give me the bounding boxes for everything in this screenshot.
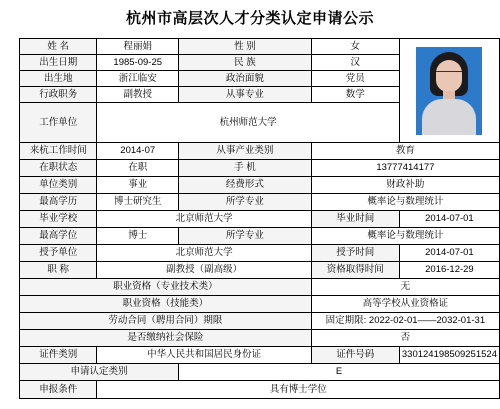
political-status-label: 政治面貌 xyxy=(179,71,312,87)
gender-value: 女 xyxy=(311,39,399,55)
degree-major-value: 概率论与数理统计 xyxy=(311,228,499,245)
arrival-date-value: 2014-07 xyxy=(97,143,179,160)
degree-value: 博士 xyxy=(97,228,179,245)
major-label: 所学专业 xyxy=(179,194,312,211)
category-label: 申请认定类别 xyxy=(20,364,179,381)
employer-value: 杭州师范大学 xyxy=(97,103,399,143)
page-title: 杭州市高层次人才分类认定申请公示 xyxy=(125,10,374,27)
table-row xyxy=(20,177,500,194)
birthplace-value: 浙江临安 xyxy=(97,71,179,87)
table-row xyxy=(20,211,500,228)
phone-value: 13777414177 xyxy=(311,160,499,177)
degree-label: 最高学位 xyxy=(20,228,97,245)
political-status-value: 党员 xyxy=(311,71,399,87)
table-row xyxy=(20,381,500,399)
conditions-label: 申报条件 xyxy=(20,381,97,399)
social-insurance-value: 否 xyxy=(311,330,499,347)
ethnicity-value: 汉 xyxy=(311,55,399,71)
unit-type-label: 单位类别 xyxy=(20,177,97,194)
education-label: 最高学历 xyxy=(20,194,97,211)
application-form-table xyxy=(19,38,500,399)
category-value: E xyxy=(179,364,500,381)
id-type-value: 中华人民共和国居民身份证 xyxy=(97,347,311,364)
conditions-value: 具有博士学位 xyxy=(97,381,500,399)
specialty-label: 从事专业 xyxy=(179,87,312,103)
table-row xyxy=(20,160,500,177)
table-row xyxy=(20,347,500,364)
conferring-unit-value: 北京师范大学 xyxy=(97,245,311,262)
birth-date-value: 1985-09-25 xyxy=(97,55,179,71)
funding-label: 经费形式 xyxy=(179,177,312,194)
contract-term-label: 劳动合同（聘用合同）期限 xyxy=(20,313,312,330)
table-row xyxy=(20,228,500,245)
employment-status-label: 在职状态 xyxy=(20,160,97,177)
title-rank-label: 职 称 xyxy=(20,262,97,279)
professional-qualification-label: 职业资格（专业技术类） xyxy=(20,279,312,296)
name-value: 程丽娟 xyxy=(97,39,179,55)
id-number-value: 330124198509251524 xyxy=(399,347,499,364)
qualification-date-value: 2016-12-29 xyxy=(399,262,499,279)
table-row xyxy=(20,279,500,296)
industry-value: 教育 xyxy=(311,143,499,160)
table-row xyxy=(20,313,500,330)
id-type-label: 证件类别 xyxy=(20,347,97,364)
qualification-date-label: 资格取得时间 xyxy=(311,262,399,279)
education-value: 博士研究生 xyxy=(97,194,179,211)
id-number-label: 证件号码 xyxy=(311,347,399,364)
phone-label: 手 机 xyxy=(179,160,312,177)
gender-label: 性 别 xyxy=(179,39,312,55)
skill-qualification-label: 职业资格（技能类） xyxy=(20,296,312,313)
admin-post-label: 行政职务 xyxy=(20,87,97,103)
unit-type-value: 事业 xyxy=(97,177,179,194)
table-row xyxy=(20,296,500,313)
employment-status-value: 在职 xyxy=(97,160,179,177)
graduation-date-value: 2014-07-01 xyxy=(399,211,499,228)
confer-date-value: 2014-07-01 xyxy=(399,245,499,262)
table-row xyxy=(20,364,500,381)
major-value: 概率论与数理统计 xyxy=(311,194,499,211)
graduation-school-label: 毕业学校 xyxy=(20,211,97,228)
birth-date-label: 出生日期 xyxy=(20,55,97,71)
admin-post-value: 副教授 xyxy=(97,87,179,103)
table-row xyxy=(20,143,500,160)
degree-major-label: 所学专业 xyxy=(179,228,312,245)
employer-label: 工作单位 xyxy=(20,103,97,143)
graduation-school-value: 北京师范大学 xyxy=(97,211,311,228)
table-row xyxy=(20,245,500,262)
table-row xyxy=(20,39,500,55)
table-row xyxy=(20,330,500,347)
conferring-unit-label: 授予单位 xyxy=(20,245,97,262)
skill-qualification-value: 高等学校从业资格证 xyxy=(311,296,499,313)
confer-date-label: 授予时间 xyxy=(311,245,399,262)
funding-value: 财政补助 xyxy=(311,177,499,194)
name-label: 姓 名 xyxy=(20,39,97,55)
birthplace-label: 出生地 xyxy=(20,71,97,87)
portrait-image xyxy=(416,47,482,135)
specialty-value: 数学 xyxy=(311,87,399,103)
contract-term-value: 固定期限: 2022-02-01——2032-01-31 xyxy=(311,313,499,330)
table-row xyxy=(20,262,500,279)
title-rank-value: 副教授（副高级） xyxy=(97,262,311,279)
graduation-date-label: 毕业时间 xyxy=(311,211,399,228)
industry-label: 从事产业类别 xyxy=(179,143,312,160)
arrival-date-label: 来杭工作时间 xyxy=(20,143,97,160)
professional-qualification-value: 无 xyxy=(311,279,499,296)
ethnicity-label: 民 族 xyxy=(179,55,312,71)
applicant-photo xyxy=(399,39,499,143)
social-insurance-label: 是否缴纳社会保险 xyxy=(20,330,312,347)
table-row xyxy=(20,194,500,211)
